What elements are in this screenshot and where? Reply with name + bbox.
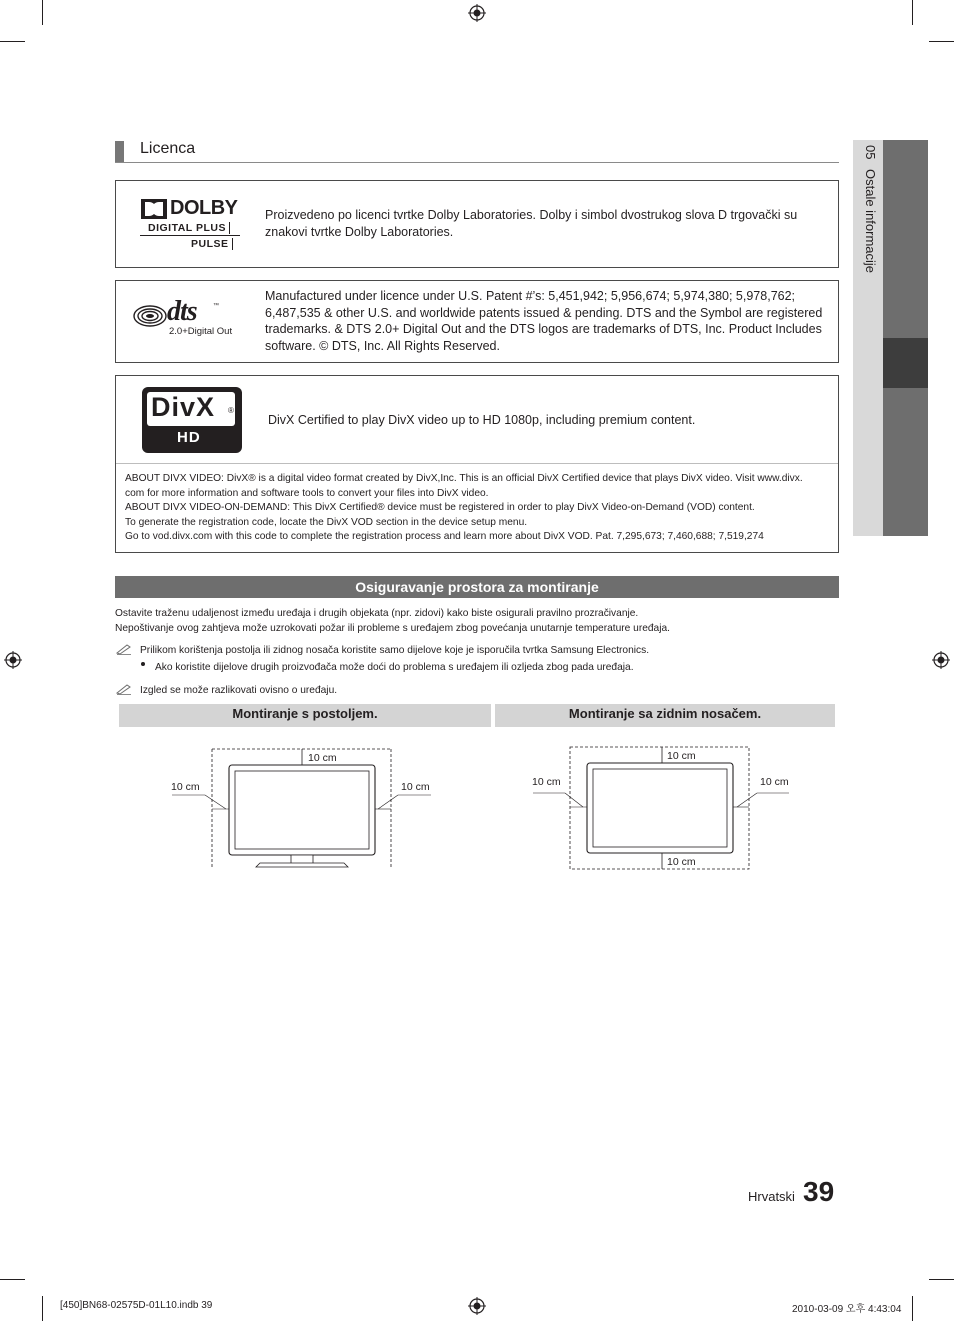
registration-mark-icon xyxy=(932,651,950,669)
dts-word: dts xyxy=(167,296,197,327)
clearance-label-left: 10 cm xyxy=(532,776,561,788)
dolby-double-d-icon xyxy=(141,199,167,219)
crop-mark xyxy=(929,41,954,42)
chapter-tab-marker xyxy=(883,338,928,388)
divx-about-line: ABOUT DIVX VIDEO: DivX® is a digital video format created by DivX,Inc. This is an official DivX Certified device that plays DivX video. Visit www.divx. xyxy=(125,473,803,484)
chapter-tab-label xyxy=(858,145,878,345)
dolby-word: DOLBY xyxy=(170,197,238,219)
dts-sub: 2.0+Digital Out xyxy=(169,326,233,337)
clearance-label-top: 10 cm xyxy=(308,752,337,764)
divx-about-text xyxy=(125,472,830,545)
divx-about-line: To generate the registration code, locate the DivX VOD section in the device setup menu. xyxy=(125,516,528,528)
mounting-intro-line: Nepoštivanje ovog zahtjeva može uzrokovati požar ili probleme s uređajem zbog povećanja unutarnje temperature uređaja. xyxy=(115,623,670,634)
dolby-logo xyxy=(140,197,245,253)
date-slug: 2010-03-09 오후 4:43:04 xyxy=(792,1304,902,1315)
file-slug: [450]BN68-02575D-01L10.indb 39 xyxy=(60,1300,213,1311)
dts-logo xyxy=(133,296,243,342)
divx-sub: HD xyxy=(177,429,201,446)
divx-about-line: com for more information and software tools to convert your files into DivX video. xyxy=(125,487,489,499)
license-text-dts: Manufactured under licence under U.S. Patent #’s: 5,451,942; 5,956,674; 5,974,380; 5,978,762; 6,487,535 & other U.S. and worldwide patents issued & pending. DTS and the Symbol are registered trademarks. & DTS 2.0+ Digital Out and the DTS logos are trademarks of DTS, Inc. Product Includes software. © DTS, Inc. All Rights Reserved. xyxy=(265,289,823,353)
column-heading-wall: Montiranje sa zidnim nosačem. xyxy=(495,704,835,727)
divx-logo xyxy=(142,387,242,453)
divx-reg: ® xyxy=(228,406,234,415)
dolby-line2: PULSE xyxy=(191,238,233,250)
clearance-label-right: 10 cm xyxy=(760,776,789,788)
mounting-heading: Osiguravanje prostora za montiranje xyxy=(115,576,839,598)
crop-mark xyxy=(912,0,913,25)
clearance-label-top: 10 cm xyxy=(667,750,696,762)
mounting-bullet: Ako koristite dijelove drugih proizvođača može doći do problema s uređajem ili ozljeda zbog pada uređaja. xyxy=(155,662,634,673)
divx-word: DivX xyxy=(151,392,216,422)
divx-box-rule xyxy=(116,463,838,464)
footer-language: Hrvatski xyxy=(748,1189,795,1204)
license-text-dolby: Proizvedeno po licenci tvrtke Dolby Laboratories. Dolby i simbol dvostrukog slova D trgovački su znakovi tvrtke Dolby Laboratories. xyxy=(265,208,798,239)
chapter-number: 05 xyxy=(863,145,878,160)
crop-mark xyxy=(0,1279,25,1280)
dts-swirl-icon xyxy=(133,304,167,328)
column-heading-stand: Montiranje s postoljem. xyxy=(119,704,491,727)
crop-mark xyxy=(912,1296,913,1321)
dolby-line1: DIGITAL PLUS xyxy=(148,222,230,234)
crop-mark xyxy=(0,41,25,42)
dolby-logo-rule xyxy=(140,235,240,236)
page-number: 39 xyxy=(803,1176,835,1207)
divx-about-line: Go to vod.divx.com with this code to complete the registration process and learn more about DivX VOD. Pat. 7,295,673; 7,460,688; 7,519,274 xyxy=(125,531,764,543)
crop-mark xyxy=(929,1279,954,1280)
dts-tm: ™ xyxy=(213,303,219,309)
registration-mark-icon xyxy=(468,4,486,22)
section-title-marker xyxy=(115,141,124,162)
note-pencil-icon xyxy=(116,643,132,655)
clearance-label-right: 10 cm xyxy=(401,781,430,793)
note-pencil-icon xyxy=(116,683,132,695)
crop-mark xyxy=(42,0,43,25)
section-title: Licenca xyxy=(140,140,196,157)
mounting-intro-line: Ostavite traženu udaljenost između uređaja i drugih objekata (npr. zidovi) kako biste osigurali pravilno prozračivanje. xyxy=(115,608,639,619)
registration-mark-icon xyxy=(468,1297,486,1315)
clearance-label-left: 10 cm xyxy=(171,781,200,793)
bullet-icon xyxy=(141,662,145,666)
license-text-divx: DivX Certified to play DivX video up to HD 1080p, including premium content. xyxy=(268,413,696,427)
section-rule xyxy=(115,162,839,163)
registration-mark-icon xyxy=(4,651,22,669)
crop-mark xyxy=(42,1296,43,1321)
mounting-note: Prilikom korištenja postolja ili zidnog nosača koristite samo dijelove koje je isporučila tvrtka Samsung Electronics. xyxy=(140,645,650,656)
divx-about-line: ABOUT DIVX VIDEO-ON-DEMAND: This DivX Certified® device must be registered in order to play DivX Video-on-Demand (VOD) content. xyxy=(125,502,755,514)
chapter-title: Ostale informacije xyxy=(863,169,878,274)
clearance-label-bottom: 10 cm xyxy=(667,856,696,868)
mounting-note: Izgled se može razlikovati ovisno o uređaju. xyxy=(140,685,338,696)
